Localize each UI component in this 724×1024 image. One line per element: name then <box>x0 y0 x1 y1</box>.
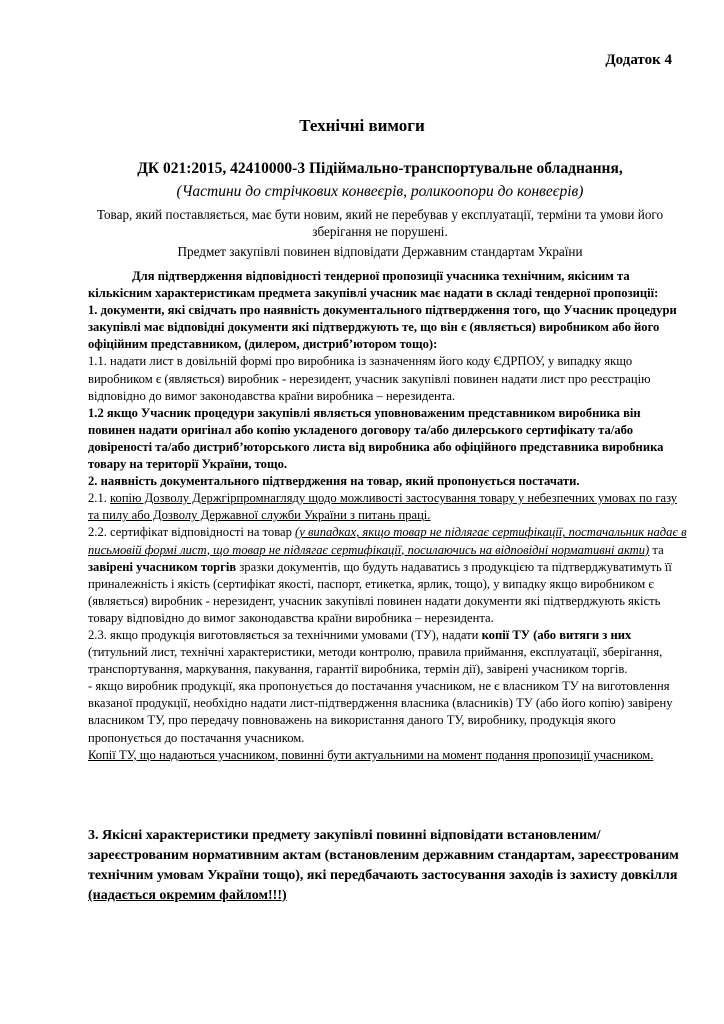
section-3 <box>88 826 688 906</box>
section-1-2: 1.2 якщо Учасник процедури закупівлі являється уповноваженим представником виробника він повинен надати оригінал або копію укладеного договору та/або дилерського сертифікату та/або довіреності та/або дистриб’юторського листа від виробника або офіційного представника виробника товару на території України, тощо. <box>88 405 664 472</box>
section-2-3-bold: копії ТУ (або витяги з них <box>481 627 632 642</box>
section-3-separate-file-note: (надається окремим файлом!!!) <box>88 888 287 903</box>
section-2-2-mid: та <box>649 542 664 557</box>
requirements-body <box>88 268 688 764</box>
section-3-text: 3. Якісні характеристики предмету закупівлі повинні відповідати встановленим/зареєстрованим нормативним актам (встановленим державним стандартам, зареєстрованим технічним умовам України тощо), які передбачають застосування заходів із захисту довкілля <box>88 828 679 883</box>
standards-note: Предмет закупівлі повинен відповідати Державним стандартам України <box>177 244 583 259</box>
section-2-1-permit-text: копію Дозволу Держгірпромнагляду щодо можливості застосування товару у небезпечних умовах по газу та пилу або Дозволу Державної служби України з питань праці. <box>88 491 678 523</box>
section-3-paragraph <box>88 826 688 906</box>
goods-condition-note <box>60 206 700 240</box>
section-1-heading: 1. документи, які свідчать про наявність документального підтвердження того, що Учасник процедури закупівлі має відповідні документи які підтверджують те, що він є (являється) виробником або його офіційним представником, (дилером, дистриб’ютором тощо): <box>88 303 677 352</box>
section-2-3-dash-note: - якщо виробник продукції, яка пропонується до постачання учасником, не є власником ТУ на виготовлення вказаної продукції, необхідно надати лист-підтвердження власника (власників) ТУ (або його копію) завірену власником ТУ, про передачу повноважень на використання даного ТУ, виробнику, продукція якого пропонується до постачання учасником. <box>88 679 673 745</box>
dk-parts-subtitle: (Частини до стрічкових конвеєрів, роликоопори до конвеєрів) <box>176 183 584 200</box>
section-2-1-prefix: 2.1. <box>88 491 111 506</box>
section-2-3 <box>88 627 688 678</box>
goods-note-line-2: зберігання не порушені. <box>312 224 448 239</box>
goods-note-line-1: Товар, який поставляється, має бути новим, який не перебував у експлуатації, терміни та умови його <box>96 207 664 222</box>
dk-code-heading: ДК 021:2015, 42410000-3 Підіймально-транспортувальне обладнання, <box>137 160 623 177</box>
section-2-2-bold: завірені учасником торгів <box>88 559 237 574</box>
document-title: Технічні вимоги <box>299 116 425 135</box>
section-2-1 <box>88 490 688 524</box>
annex-label: Додаток 4 <box>605 52 672 68</box>
section-2-2-prefix: 2.2. сертифікат відповідності на товар <box>88 525 296 540</box>
section-2-2-rest: зразки документів, що будуть надаватись з продукцією та підтверджуватимуть її приналежність і якість (сертифікат якості, паспорт, етикетка, ярлик, тощо), у випадку якщо виробником є (являється) виробник - нерезидент, учасник закупівлі повинен надати документи які підтверджують якість товару відповідно до вимог законодавства країни виробника – нерезидента. <box>88 559 672 625</box>
intro-paragraph: Для підтвердження відповідності тендерної пропозиції учасника технічним, якісним та кількісним характеристикам предмета закупівлі учасник має надати в складі тендерної пропозиції: <box>88 269 659 301</box>
section-1-1: 1.1. надати лист в довільній формі про виробника із зазначенням його коду ЄДРПОУ, у випадку якщо виробником є (являється) виробник - нерезидент, учасник закупівлі повинен надати лист про реєстрацію відповідно до вимог законодавства країни виробника – нерезидента. <box>88 354 651 403</box>
section-2-2 <box>88 524 688 627</box>
section-2-3-copies-note: Копії ТУ, що надаються учасником, повинні бути актуальними на момент подання пропозиції учасником. <box>88 747 654 762</box>
section-2-3-prefix: 2.3. якщо продукція виготовляється за технічними умовами (ТУ), надати <box>88 627 482 642</box>
section-2-2-italic-note: (у випадках, якщо товар не підлягає сертифікації, постачальник надає в письмовій формі лист, що товар не підлягає сертифікації, посилаючись на відповідні нормативні акти) <box>88 525 687 557</box>
section-2-3-rest: (титульний лист, технічні характеристики, методи контролю, правила приймання, експлуатації, зберігання, транспортування, маркування, пакування, гарантії виробника, термін дії), завірені учасником торгів. <box>88 645 663 677</box>
section-2-heading: 2. наявність документального підтвердження на товар, який пропонується постачати. <box>88 474 580 489</box>
